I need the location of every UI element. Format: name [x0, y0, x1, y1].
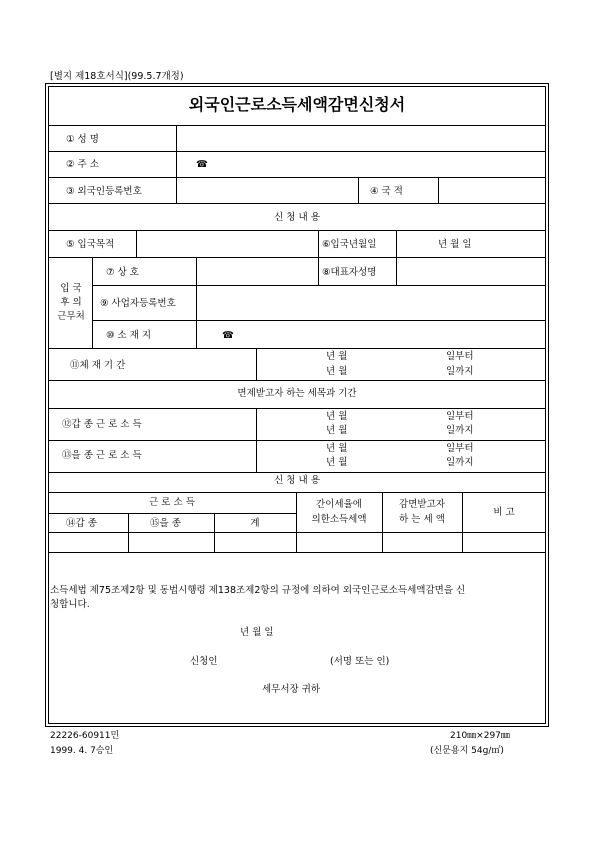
- divider: [358, 177, 359, 203]
- divider: [48, 348, 546, 349]
- class-a-start-suffix: 일부터: [446, 411, 474, 422]
- class-b-start-suffix: 일부터: [446, 443, 474, 454]
- form-number-header: [별지 제18호서식](99.5.7개정): [50, 71, 184, 82]
- class-b-end-suffix: 일까지: [446, 457, 474, 468]
- divider: [92, 257, 93, 348]
- divider: [48, 203, 546, 204]
- divider: [318, 257, 319, 285]
- signature-note: (서명 또는 인): [330, 656, 390, 667]
- class-a-end-suffix: 일까지: [446, 425, 474, 436]
- entry-date-value: 년 월 일: [438, 239, 472, 250]
- exempt-tax-label-1: 감면받고자: [399, 499, 445, 510]
- divider: [256, 440, 257, 472]
- divider: [48, 125, 546, 126]
- divider: [48, 513, 296, 514]
- stay-end-ymd: 년 월: [326, 366, 348, 377]
- divider: [256, 408, 257, 440]
- earned-income-heading: 근 로 소 득: [149, 497, 195, 508]
- phone-icon: ☎: [196, 159, 208, 170]
- exemption-heading: 면제받고자 하는 세목과 기간: [237, 388, 357, 399]
- divider: [396, 230, 397, 257]
- alien-registration-label: ③ 외국인등록번호: [66, 186, 142, 197]
- stay-start-suffix: 일부터: [446, 351, 474, 362]
- application-date: 년 월 일: [240, 627, 274, 638]
- divider: [48, 492, 546, 493]
- approval-date: 1999. 4. 7승인: [50, 746, 114, 756]
- class-a-column-label: ⑭갑 종: [66, 518, 97, 529]
- business-registration-label: ⑨ 사업자등록번호: [100, 298, 176, 309]
- total-column-label: 계: [250, 518, 260, 529]
- entry-purpose-label: ⑤ 입국목적: [66, 239, 115, 250]
- simple-tax-label-2: 의한소득세액: [311, 514, 367, 525]
- addressee: 세무서장 귀하: [262, 684, 321, 695]
- paper-spec: (신문용지 54g/㎡): [430, 746, 504, 756]
- divider: [48, 151, 546, 152]
- divider: [396, 257, 397, 285]
- section-heading: 신 청 내 용: [274, 212, 320, 223]
- location-label: ⑩ 소 재 지: [106, 330, 152, 341]
- divider: [48, 257, 546, 258]
- simple-tax-label-1: 간이세율에: [316, 499, 362, 510]
- divider: [48, 552, 546, 553]
- stay-start-ymd: 년 월: [326, 351, 348, 362]
- remarks-label: 비 고: [493, 507, 515, 518]
- form-inner-border: [48, 86, 546, 724]
- divider: [136, 230, 137, 257]
- class-b-income-label: ⑬을 종 근 로 소 득: [62, 450, 142, 461]
- representative-name-label: ⑧대표자성명: [322, 267, 377, 278]
- workplace-group-label-1: 입 국: [60, 283, 82, 294]
- divider: [318, 230, 319, 257]
- address-label: ② 주 소: [66, 159, 99, 170]
- divider: [92, 320, 546, 321]
- form-code: 22226-60911민: [50, 731, 120, 741]
- nationality-label: ④ 국 적: [370, 186, 403, 197]
- divider: [196, 257, 197, 348]
- application-statement-cont: 청합니다.: [50, 599, 90, 610]
- paper-size: 210㎜×297㎜: [450, 731, 510, 741]
- divider: [48, 532, 296, 533]
- entry-date-label: ⑥입국년월일: [322, 239, 377, 250]
- divider: [92, 285, 546, 286]
- applicant-label: 신청인: [190, 656, 218, 667]
- form-title: 외국인근로소득세액감면신청서: [188, 95, 406, 114]
- application-statement: 소득세법 제75조제2항 및 동법시행령 제138조제2항의 규정에 의하여 외국인근로소득세액감면을 신: [50, 585, 466, 596]
- divider: [256, 348, 257, 380]
- stay-end-suffix: 일까지: [446, 366, 474, 377]
- divider: [296, 532, 546, 533]
- trade-name-label: ⑦ 상 호: [106, 267, 139, 278]
- divider: [48, 440, 546, 441]
- section-heading: 신 청 내 용: [274, 475, 320, 486]
- exempt-tax-label-2: 하 는 세 액: [399, 514, 445, 525]
- class-b-column-label: ⑮을 종: [150, 518, 181, 529]
- divider: [48, 408, 546, 409]
- workplace-group-label-3: 근무처: [57, 311, 85, 322]
- divider: [48, 472, 546, 473]
- divider: [438, 177, 439, 203]
- divider: [48, 177, 546, 178]
- divider: [48, 230, 546, 231]
- class-b-end-ymd: 년 월: [326, 457, 348, 468]
- divider: [176, 177, 177, 203]
- class-b-start-ymd: 년 월: [326, 443, 348, 454]
- name-label: ① 성 명: [66, 134, 99, 145]
- workplace-group-label-2: 후 의: [60, 297, 82, 308]
- divider: [48, 380, 546, 381]
- class-a-start-ymd: 년 월: [326, 411, 348, 422]
- divider: [462, 492, 463, 552]
- class-a-end-ymd: 년 월: [326, 425, 348, 436]
- class-a-income-label: ⑫갑 종 근 로 소 득: [62, 419, 142, 430]
- phone-icon: ☎: [222, 330, 234, 341]
- stay-period-label: ⑪체 재 기 간: [70, 360, 126, 371]
